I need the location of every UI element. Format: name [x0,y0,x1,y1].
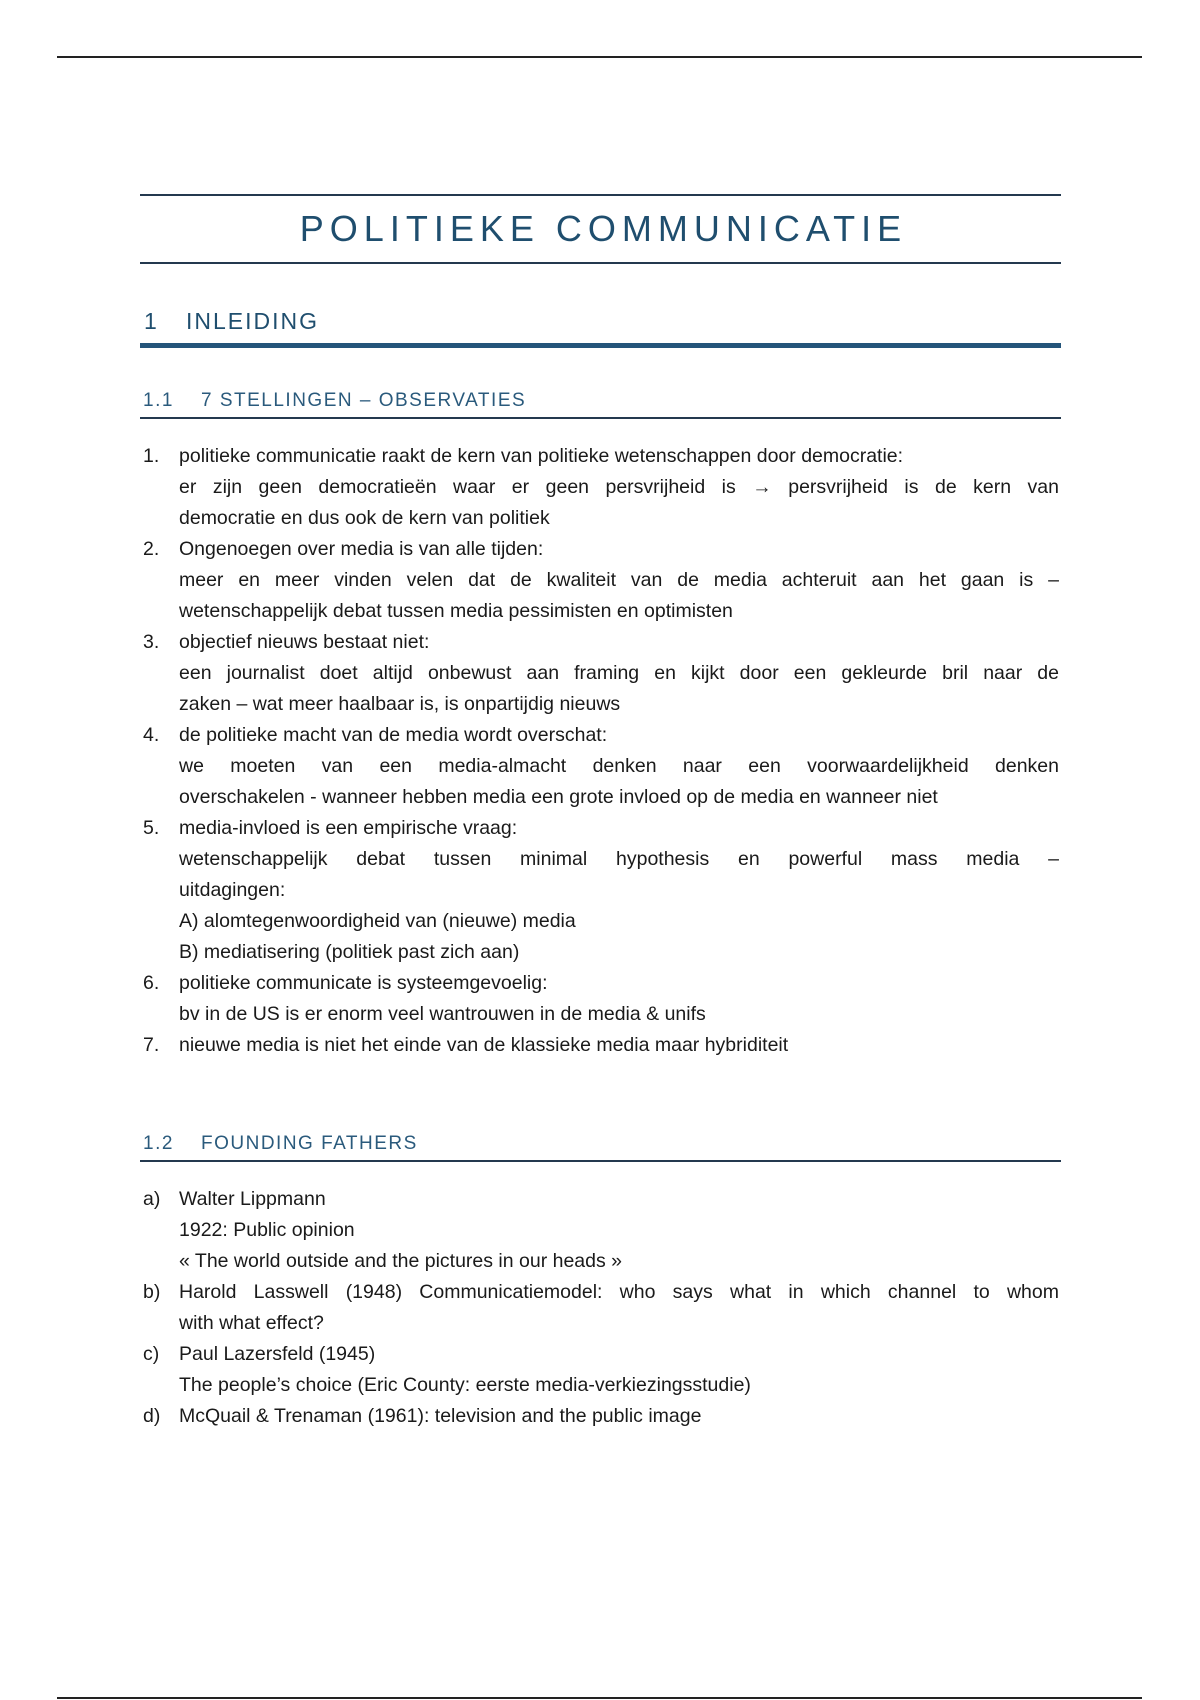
list-marker: 5. [143,817,160,839]
list-line: overschakelen - wanneer hebben media een grote invloed op de media en wanneer niet [179,786,938,808]
list-marker: 4. [143,724,160,746]
heading-text: 7 STELLINGEN – OBSERVATIES [201,390,527,411]
heading-number: 1.2 [143,1133,174,1154]
heading-number: 1 [144,308,159,334]
list-item [140,441,1061,534]
list-line: « The world outside and the pictures in our heads » [179,1250,623,1272]
list-line: zaken – wat meer haalbaar is, is onpartijdig nieuws [179,693,621,715]
list-marker: 1. [143,445,160,467]
list-line: 1922: Public opinion [179,1219,355,1241]
list-line: with what effect? [179,1312,324,1334]
founding-fathers-list [140,1184,1061,1432]
list-item [140,720,1061,813]
list-line: we moeten van een media-almacht denken naar een voorwaardelijkheid denken [179,755,1059,777]
list-line: politieke communicatie raakt de kern van politieke wetenschappen door democratie: [179,445,904,467]
list-line: Harold Lasswell (1948) Communicatiemodel: who says what in which channel to whom [179,1281,1059,1303]
list-line: nieuwe media is niet het einde van de klassieke media maar hybriditeit [179,1034,789,1056]
list-marker: 3. [143,631,160,653]
list-line: media-invloed is een empirische vraag: [179,817,518,839]
list-item [140,1277,1061,1339]
list-marker: d) [143,1405,161,1427]
list-line: een journalist doet altijd onbewust aan framing en kijkt door een gekleurde bril naar de [179,662,1059,684]
list-line: bv in de US is er enorm veel wantrouwen in de media & unifs [179,1003,706,1025]
list-item [140,1401,1061,1432]
list-marker: a) [143,1188,161,1210]
page-bottom-rule [57,1697,1142,1699]
list-line: uitdagingen: [179,879,286,901]
list-line: meer en meer vinden velen dat de kwaliteit van de media achteruit aan het gaan is – [179,569,1059,591]
document-content [140,194,1061,1432]
list-marker: 2. [143,538,160,560]
list-line: politieke communicate is systeemgevoelig: [179,972,548,994]
list-line: Walter Lippmann [179,1188,326,1210]
list-line: wetenschappelijk debat tussen minimal hypothesis en powerful mass media – [179,848,1059,870]
list-item [140,1030,1061,1061]
heading-1-1-stellingen [140,390,1061,419]
heading-1-inleiding [140,308,1061,348]
stellingen-list [140,441,1061,1061]
heading-number: 1.1 [143,390,174,411]
list-marker: 7. [143,1034,160,1056]
list-line: Ongenoegen over media is van alle tijden: [179,538,544,560]
list-line: er zijn geen democratieën waar er geen persvrijheid is → persvrijheid is de kern van [179,476,1059,498]
page-top-rule [57,56,1142,58]
list-line: democratie en dus ook de kern van politiek [179,507,550,529]
list-line: de politieke macht van de media wordt overschat: [179,724,608,746]
list-line: Paul Lazersfeld (1945) [179,1343,376,1365]
document-title: POLITIEKE COMMUNICATIE [299,208,908,249]
list-line: B) mediatisering (politiek past zich aan) [179,941,520,963]
title-block [140,194,1061,264]
list-item [140,627,1061,720]
list-item [140,968,1061,1030]
list-marker: b) [143,1281,161,1303]
list-marker: 6. [143,972,160,994]
list-line: objectief nieuws bestaat niet: [179,631,430,653]
list-line: The people’s choice (Eric County: eerste media-verkiezingsstudie) [179,1374,751,1396]
list-item [140,1339,1061,1401]
list-line: wetenschappelijk debat tussen media pessimisten en optimisten [179,600,733,622]
list-marker: c) [143,1343,160,1365]
list-line: A) alomtegenwoordigheid van (nieuwe) media [179,910,576,932]
heading-text: INLEIDING [186,308,320,334]
list-line: McQuail & Trenaman (1961): television and the public image [179,1405,702,1427]
list-item [140,813,1061,968]
heading-1-2-founding-fathers [140,1133,1061,1162]
list-item [140,534,1061,627]
list-item [140,1184,1061,1277]
heading-text: FOUNDING FATHERS [201,1133,418,1154]
